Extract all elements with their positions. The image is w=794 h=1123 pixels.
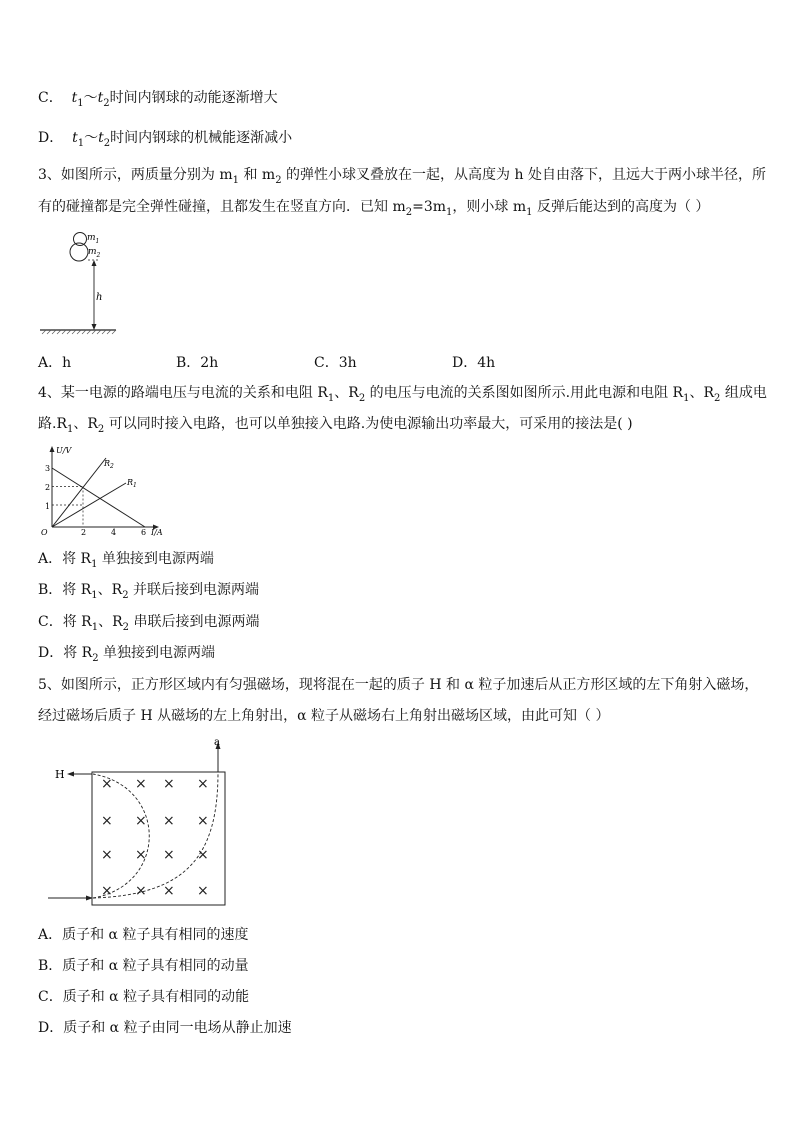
svg-text:×: × <box>163 776 175 792</box>
y-tick-1: 1 <box>45 502 51 511</box>
q5-figure <box>38 735 238 910</box>
q3-stem-line2: 有的碰撞都是完全弹性碰撞，且都发生在竖直方向．已知 $m_2=3m_1$，则小球 $m_1$ 反弹后能达到的高度为（ ） <box>38 199 710 218</box>
svg-text:×: × <box>101 847 113 863</box>
q3-stem-line1: 3、如图所示，两质量分别为 $m_1$ 和 $m_2$ 的弹性小球叉叠放在一起，从高度为 h 处自由落下，且远大于两小球半径，所 <box>38 167 766 186</box>
q4-stem-line2: 路$.R_1$、$R_2$ 可以同时接入电路，也可以单独接入电路.为使电源输出功率最大，可采用的接法是( ) <box>38 416 633 435</box>
svg-text:×: × <box>135 847 147 863</box>
q4-option-d: D．将 $R_2$ 单独接到电源两端 <box>38 645 216 664</box>
svg-text:×: × <box>101 813 113 829</box>
arrow-head-top <box>92 260 97 266</box>
svg-text:×: × <box>101 776 113 792</box>
y-axis-arrow <box>50 446 55 452</box>
q2-option-c: C． $t_1\sim t_2$时间内钢球的动能逐渐增大 <box>38 90 278 109</box>
q2-option-d: D． $t_1\sim t_2$时间内钢球的机械能逐渐减小 <box>38 130 293 149</box>
q3-option-c: C．3h <box>314 355 357 371</box>
q5-stem-line2: 经过磁场后质子 H 从磁场的左上角射出，α 粒子从磁场右上角射出磁场区域，由此可知（ ） <box>38 708 610 724</box>
q3-option-b: B．2h <box>176 355 219 371</box>
x-tick-2: 2 <box>81 528 87 537</box>
q3-figure <box>38 228 118 340</box>
y-axis-label: U/V <box>56 446 72 455</box>
h-label: H <box>55 768 65 781</box>
y-tick-3: 3 <box>45 464 51 473</box>
svg-text:×: × <box>135 883 147 899</box>
r2-line <box>52 458 106 527</box>
q4-option-a: A．将 $R_1$ 单独接到电源两端 <box>38 551 214 570</box>
ground-hatching <box>42 330 116 334</box>
q3-option-d: D．4h <box>452 355 496 371</box>
x-tick-4: 4 <box>111 528 117 537</box>
origin-label: O <box>41 528 48 537</box>
svg-text:×: × <box>135 776 147 792</box>
r1-label: $R_1$ <box>127 478 137 489</box>
q5-option-d: D．质子和 α 粒子由同一电场从静止加速 <box>38 1020 292 1036</box>
svg-text:×: × <box>163 883 175 899</box>
label-h: h <box>96 292 103 303</box>
q5-option-c: C．质子和 α 粒子具有相同的动能 <box>38 989 250 1005</box>
arrow-head-bottom <box>92 324 97 330</box>
svg-text:×: × <box>163 847 175 863</box>
svg-text:×: × <box>163 813 175 829</box>
svg-text:×: × <box>197 776 209 792</box>
r2-label: $R_2$ <box>104 459 114 470</box>
x-tick-6: 6 <box>141 528 147 537</box>
q4-graph <box>38 443 170 541</box>
q3-option-a: A．h <box>38 355 72 371</box>
field-crosses <box>101 776 209 899</box>
h-exit-arrow <box>67 772 74 777</box>
q4-stem-line1: 4、某一电源的路端电压与电流的关系和电阻 $R_1$、$R_2$ 的电压与电流的关系图如图所示.用此电源和电阻 $R_1$、$R_2$ 组成电 <box>38 385 767 404</box>
svg-text:×: × <box>101 883 113 899</box>
r1-line <box>52 483 126 527</box>
svg-text:×: × <box>135 813 147 829</box>
x-axis-label: I/A <box>151 528 163 537</box>
q4-option-c: C．将 $R_1$、$R_2$ 串联后接到电源两端 <box>38 614 260 633</box>
label-m2: $m_2$ <box>88 247 101 259</box>
a-label: a <box>214 737 220 748</box>
q4-option-b: B．将 $R_1$、$R_2$ 并联后接到电源两端 <box>38 582 260 601</box>
q5-option-a: A．质子和 α 粒子具有相同的速度 <box>38 927 249 943</box>
svg-text:×: × <box>197 813 209 829</box>
q5-option-b: B．质子和 α 粒子具有相同的动量 <box>38 958 249 974</box>
q5-stem-line1: 5、如图所示，正方形区域内有匀强磁场，现将混在一起的质子 H 和 α 粒子加速后从正方形区域的左下角射入磁场， <box>38 677 759 693</box>
label-m1: $m_1$ <box>87 233 100 245</box>
svg-text:×: × <box>197 847 209 863</box>
y-tick-2: 2 <box>45 483 51 492</box>
proton-path <box>93 774 149 898</box>
svg-text:×: × <box>197 883 209 899</box>
